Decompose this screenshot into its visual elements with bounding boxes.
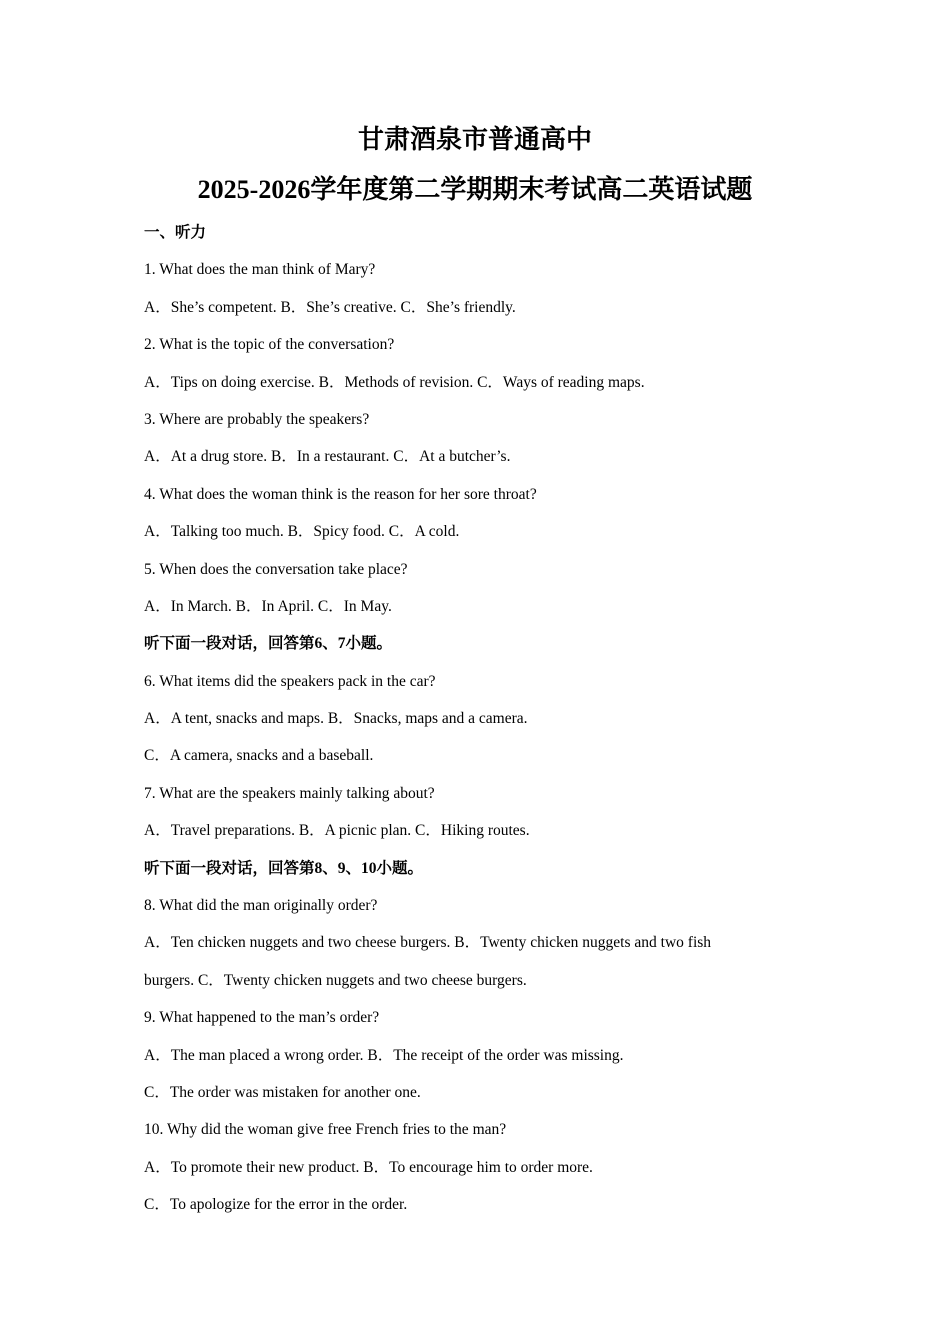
question-list [144, 222, 824, 1232]
section-heading: 一、听力 [144, 224, 207, 241]
text-line: 7. What are the speakers mainly talking about? [144, 784, 435, 802]
text-line: 10. Why did the woman give free French fries to the man? [144, 1121, 507, 1139]
text-line: A．Travel preparations. B．A picnic plan. C．Hiking routes. [144, 822, 530, 840]
text-line: A．The man placed a wrong order. B．The receipt of the order was missing. [144, 1046, 624, 1064]
section-heading: 听下面一段对话，回答第8、9、10小题。 [144, 859, 424, 877]
text-line: A．At a drug store. B．In a restaurant. C．At a butcher’s. [144, 448, 511, 466]
text-line: A．Ten chicken nuggets and two cheese burgers. B．Twenty chicken nuggets and two fish [144, 934, 712, 952]
text-line: burgers. C．Twenty chicken nuggets and two cheese burgers. [144, 971, 527, 989]
text-line: A．Talking too much. B．Spicy food. C．A cold. [144, 523, 460, 541]
text-line: A．A tent, snacks and maps. B．Snacks, maps and a camera. [144, 710, 528, 728]
text-line: C．To apologize for the error in the order. [144, 1196, 408, 1214]
title-line-2: 2025-2026学年度第二学期期末考试高二英语试题 [197, 175, 753, 204]
text-line: A．Tips on doing exercise. B．Methods of revision. C．Ways of reading maps. [144, 373, 645, 391]
text-line: 9. What happened to the man’s order? [144, 1009, 380, 1027]
text-line: C．A camera, snacks and a baseball. [144, 747, 374, 765]
text-line: 6. What items did the speakers pack in the car? [144, 672, 436, 690]
text-line: C．The order was mistaken for another one. [144, 1083, 421, 1101]
text-line: 3. Where are probably the speakers? [144, 410, 370, 428]
text-line: A．To promote their new product. B．To encourage him to order more. [144, 1158, 593, 1176]
text-line: 2. What is the topic of the conversation? [144, 336, 395, 354]
text-line: 5. When does the conversation take place? [144, 560, 408, 578]
text-line: A．She’s competent. B．She’s creative. C．She’s friendly. [144, 298, 516, 316]
text-line: A．In March. B．In April. C．In May. [144, 597, 392, 615]
text-line: 8. What did the man originally order? [144, 897, 378, 915]
title-line-1: 甘肃酒泉市普通高中 [357, 125, 592, 154]
section-heading: 听下面一段对话，回答第6、7小题。 [144, 635, 393, 653]
text-line: 1. What does the man think of Mary? [144, 261, 376, 279]
text-line: 4. What does the woman think is the reason for her sore throat? [144, 485, 537, 503]
